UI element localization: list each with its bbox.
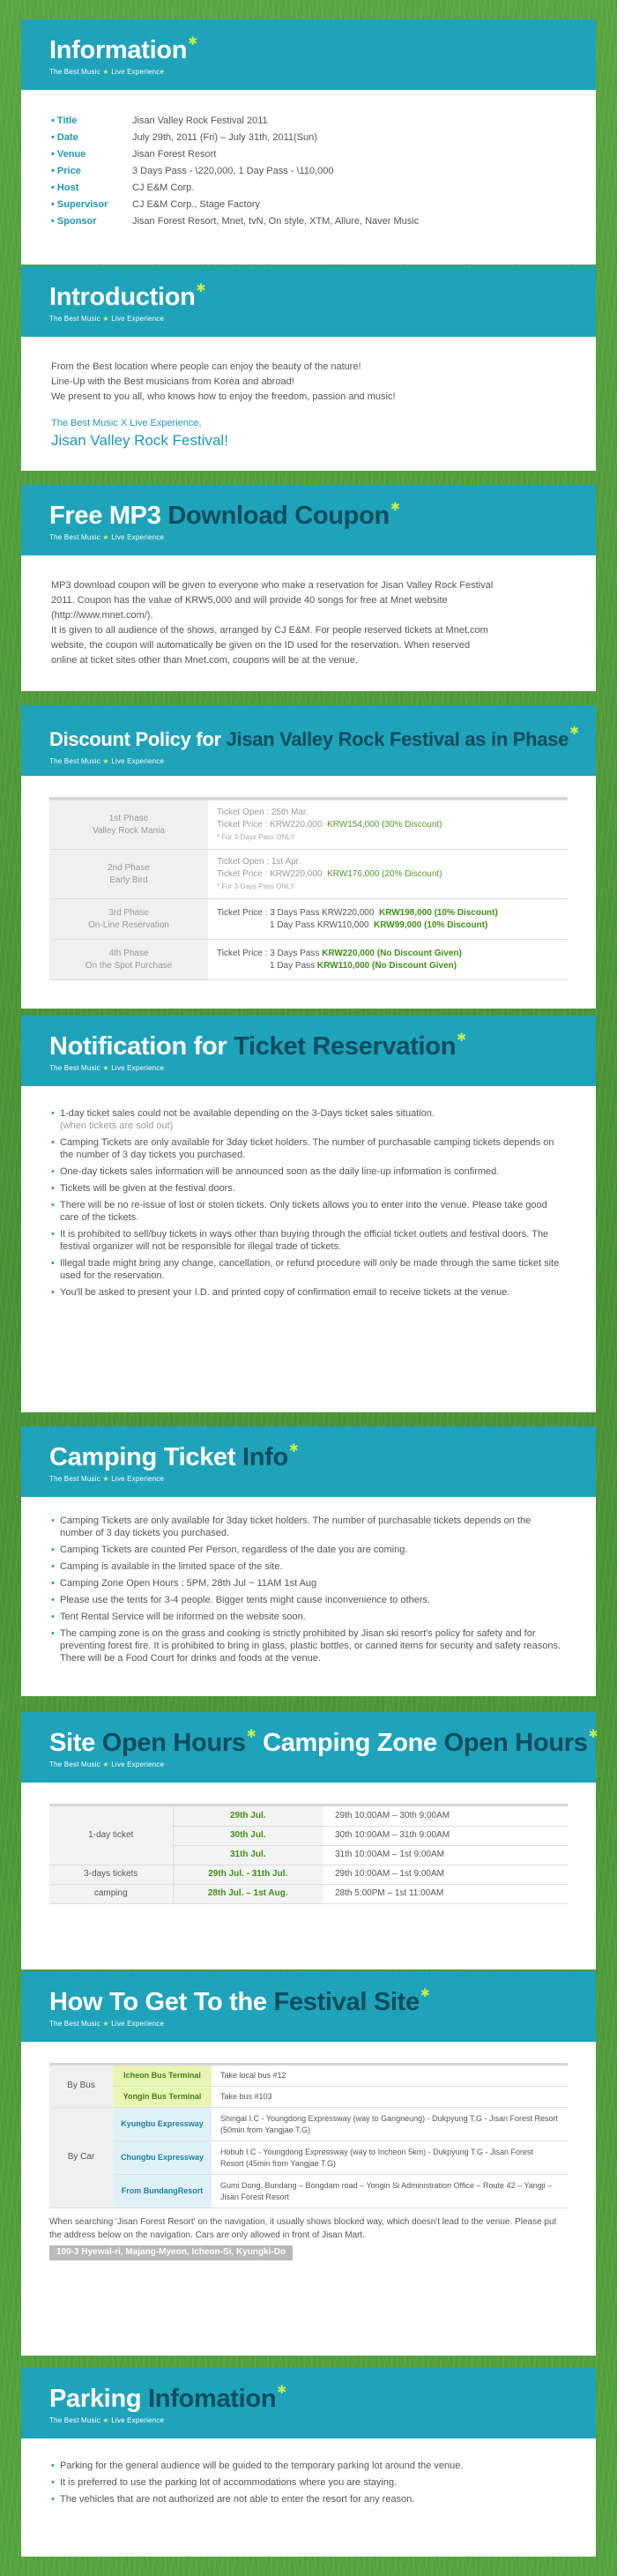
star-icon: ✱ (246, 1727, 256, 1740)
open-hours-section (21, 1712, 596, 1969)
info-row: • Host CJ E&M Corp. (51, 180, 566, 197)
notification-section (21, 1016, 596, 1412)
list-item: • It is preferred to use the parking lot of accommodations where you are staying. (51, 2476, 566, 2489)
ticket-type-cell: 1-day ticket (49, 1806, 173, 1865)
section-header (21, 1426, 596, 1497)
table-row (49, 899, 568, 940)
phase-cell: 1st Phase Valley Rock Mania (49, 800, 208, 850)
section-header (21, 1016, 596, 1086)
intro-line: Line-Up with the Best musicians from Korea and abroad! (51, 376, 294, 387)
navigation-note: When searching 'Jisan Forest Resort' on the navigation, it usually shows blocked way, which doesn't lead to the venue. Please put the address below on the navigation. Cars are only allowed in front of Jisan Mart. (49, 2217, 557, 2240)
phase-cell: 4th Phase On the Spot Purchase (49, 940, 208, 980)
table-row (49, 2087, 568, 2108)
section-title: Discount Policy for Jisan Valley Rock Festival as in Phase✱ (49, 724, 579, 750)
table-row (49, 800, 568, 850)
section-subtitle: The Best Music ★ Live Experience (49, 1064, 165, 1072)
star-icon: ✱ (569, 724, 579, 737)
table-row (49, 850, 568, 899)
date-cell: 29th Jul. (173, 1806, 323, 1826)
intro-line: From the Best location where people can enjoy the beauty of the nature! (51, 361, 361, 372)
info-row: • Title Jisan Valley Rock Festival 2011 (51, 113, 566, 130)
discount-body (21, 776, 596, 998)
mp3-coupon-section (21, 485, 596, 691)
list-item: • Please use the tents for 3-4 people. Bigger tents might cause inconvenience to others. (51, 1594, 566, 1606)
directions-body (21, 2042, 596, 2278)
list-item: • You'll be asked to present your I.D. and printed copy of confirmation email to receive tickets at the venue. (51, 1286, 566, 1299)
star-icon: ✱ (390, 500, 400, 513)
list-item: • Camping Tickets are only available for 3day ticket holders. The number of purchasable tickets depends on the number of 3 day tickets you purchased. (51, 1515, 566, 1539)
notification-list (51, 1107, 566, 1299)
list-item: • Camping Tickets are counted Per Person, regardless of the date you are coming. (51, 1544, 566, 1556)
phase-detail: Ticket Open : 1st Apr. Ticket Price : KRW220,000 KRW176,000 (20% Discount) * For 3-Days Pass ONLY (208, 850, 568, 899)
section-title: Parking Infomation✱ (49, 2383, 286, 2413)
mp3-line: MP3 download coupon will be given to everyone who make a reservation for Jisan Valley Rock Festival (51, 580, 494, 591)
introduction-section (21, 266, 596, 471)
camping-body (21, 1497, 596, 1690)
phase-cell: 3rd Phase On-Line Reservation (49, 899, 208, 940)
route-desc: Hobub I.C - Youngdong Expressway (way to Incheon 5km) - Dukpyung T.G - Jisan Forest Resort (45min from Yangjae T.G) (212, 2141, 568, 2175)
address-badge: 100-3 Hyewal-ri, Majang-Myeon, Icheon-Si, Kyungki-Do (49, 2245, 293, 2260)
tagline-festival: Jisan Valley Rock Festival! (51, 431, 228, 449)
section-subtitle: The Best Music ★ Live Experience (49, 2416, 165, 2424)
table-row (49, 1806, 568, 1826)
mp3-line: (http://www.mnet.com/). (51, 610, 153, 621)
time-cell: 30th 10:00AM – 31th 9:00AM (323, 1826, 568, 1845)
star-icon: ✱ (196, 281, 206, 294)
mode-cell: By Car (49, 2108, 113, 2208)
info-row: • Sponsor Jisan Forest Resort, Mnet, tvN, On style, XTM, Allure, Naver Music (51, 213, 566, 230)
info-row: • Venue Jisan Forest Resort (51, 146, 566, 163)
mp3-line: online at ticket sites other than Mnet.com, coupons will be at the venue. (51, 655, 358, 666)
info-row: • Price 3 Days Pass - \220,000, 1 Day Pass - \110,000 (51, 163, 566, 180)
section-title: Introduction✱ (49, 281, 206, 311)
table-row (49, 2108, 568, 2141)
phase-detail: Ticket Open : 25th Mar. Ticket Price : KRW220,000 KRW154,000 (30% Discount) * For 3-Days Pass ONLY (208, 800, 568, 850)
time-cell: 28th 5:00PM – 1st 11:00AM (323, 1884, 568, 1903)
table-row (49, 1884, 568, 1903)
origin-cell: Chungbu Expressway (113, 2141, 212, 2175)
list-item: • The vehicles that are not authorized are not able to enter the resort for any reason. (51, 2493, 566, 2505)
list-item: • Tent Rental Service will be informed on the website soon. (51, 1611, 566, 1623)
section-subtitle: The Best Music ★ Live Experience (49, 1475, 165, 1483)
mp3-body (21, 555, 596, 689)
section-title: Site Open Hours✱ Camping Zone Open Hours✱ (49, 1727, 598, 1757)
section-header (21, 705, 596, 776)
table-row (49, 2066, 568, 2087)
list-item: • It is prohibited to sell/buy tickets in ways other than buying through the official ticket outlets and festival doors. The festival organizer will not be responsible for illegal trade of tickets. (51, 1228, 566, 1253)
section-subtitle: The Best Music ★ Live Experience (49, 68, 165, 76)
section-header (21, 1971, 596, 2042)
section-subtitle: The Best Music ★ Live Experience (49, 757, 165, 765)
section-header (21, 485, 596, 555)
star-icon: ✱ (420, 1986, 430, 1999)
phase-cell: 2nd Phase Early Bird (49, 850, 208, 899)
section-subtitle: The Best Music ★ Live Experience (49, 315, 165, 323)
list-item: • Parking for the general audience will be guided to the temporary parking lot around the venue. (51, 2460, 566, 2472)
section-header (21, 1712, 596, 1783)
list-item: • Camping is available in the limited space of the site. (51, 1560, 566, 1573)
tagline: The Best Music X Live Experience, (51, 418, 202, 428)
intro-line: We present to you all, who knows how to enjoy the freedom, passion and music! (51, 391, 396, 402)
section-title: Information✱ (49, 34, 197, 64)
mp3-line: website, the coupon will automatically be given on the ID used for the reservation. When reserved (51, 640, 471, 651)
route-table (49, 2066, 568, 2208)
parking-section (21, 2368, 596, 2557)
star-icon: ✱ (588, 1727, 598, 1740)
parking-body (21, 2438, 596, 2531)
section-title: Free MP3 Download Coupon✱ (49, 500, 400, 530)
open-hours-table (49, 1806, 568, 1904)
origin-cell: From BundangResort (113, 2175, 212, 2208)
list-item: • Tickets will be given at the festival doors. (51, 1182, 566, 1195)
information-list (21, 90, 596, 251)
star-icon: ✱ (277, 2383, 286, 2396)
table-row (49, 2175, 568, 2208)
origin-cell: Yongin Bus Terminal (113, 2087, 212, 2108)
section-header (21, 2368, 596, 2438)
mp3-line: It is given to all audience of the shows, arranged by CJ E&M. For people reserved tickets at Mnet.com (51, 625, 488, 636)
date-cell: 30th Jul. (173, 1826, 323, 1845)
section-subtitle: The Best Music ★ Live Experience (49, 2020, 165, 2028)
origin-cell: Kyungbu Expressway (113, 2108, 212, 2141)
ticket-type-cell: camping (49, 1884, 173, 1903)
list-item: • 1-day ticket sales could not be available depending on the 3-Days ticket sales situation. (when tickets are sold out) (51, 1107, 566, 1132)
table-row (49, 2141, 568, 2175)
parking-list (51, 2460, 566, 2505)
info-row: • Date July 29th, 2011 (Fri) – July 31th, 2011(Sun) (51, 130, 566, 146)
list-item: • There will be no re-issue of lost or stolen tickets. Only tickets allows you to enter into the venue. Please take good care of the tickets. (51, 1199, 566, 1224)
time-cell: 31th 10:00AM – 1st 9:00AM (323, 1845, 568, 1865)
date-cell: 31th Jul. (173, 1845, 323, 1865)
phase-detail: Ticket Price : 3 Days Pass KRW220,000 (No Discount Given) 1 Day Pass KRW110,000 (No Discount Given) (208, 940, 568, 980)
mp3-line: 2011. Coupon has the value of KRW5,000 and will provide 40 songs for free at Mnet website (51, 595, 448, 606)
origin-cell: Icheon Bus Terminal (113, 2066, 212, 2087)
list-item: • Illegal trade might bring any change, cancellation, or refund procedure will only be made through the same ticket site used for the reservation. (51, 1257, 566, 1282)
time-cell: 29th 10:00AM – 30th 9:00AM (323, 1806, 568, 1826)
introduction-body (21, 337, 596, 471)
information-section (21, 19, 596, 264)
section-header (21, 266, 596, 337)
section-subtitle: The Best Music ★ Live Experience (49, 533, 165, 541)
table-row (49, 940, 568, 980)
mode-cell: By Bus (49, 2066, 113, 2108)
camping-list (51, 1515, 566, 1664)
open-hours-body (21, 1783, 596, 1922)
section-title: How To Get To the Festival Site✱ (49, 1986, 430, 2016)
star-icon: ✱ (188, 34, 197, 48)
directions-section (21, 1971, 596, 2356)
date-cell: 28th Jul. – 1st Aug. (173, 1884, 323, 1903)
ticket-type-cell: 3-days tickets (49, 1865, 173, 1884)
star-icon: ✱ (288, 1441, 299, 1455)
info-row: • Supervisor CJ E&M Corp., Stage Factory (51, 197, 566, 213)
section-header (21, 19, 596, 90)
discount-section (21, 705, 596, 1009)
list-item: • The camping zone is on the grass and cooking is strictly prohibited by Jisan ski resort's policy for safety and for preventing forest fire. It is prohibited to bring in glass, plastic bottles, or canned items for security and safety reasons. There will be a Food Court for drinks and foods at the venue. (51, 1627, 566, 1664)
section-title: Camping Ticket Info✱ (49, 1441, 299, 1471)
section-title: Notification for Ticket Reservation✱ (49, 1031, 466, 1061)
route-desc: Gumi Dong, Bundang – Bongdam road – Yongin Si Administration Office – Route 42 – Yangji – Jisan Forest Resort (212, 2175, 568, 2208)
notification-body (21, 1086, 596, 1324)
route-desc: Take local bus #12 (212, 2066, 568, 2087)
camping-section (21, 1426, 596, 1696)
route-desc: Take bus #103 (212, 2087, 568, 2108)
discount-table (49, 800, 568, 980)
section-subtitle: The Best Music ★ Live Experience (49, 1761, 165, 1768)
list-item: • Camping Tickets are only available for 3day ticket holders. The number of purchasable camping tickets depends on the number of 3 day tickets you purchased. (51, 1136, 566, 1161)
route-desc: Shingal I.C - Youngdong Expressway (way to Gangneung) - Dukpyung T.G - Jisan Forest Resort (50min from Yangjae T.G) (212, 2108, 568, 2141)
star-icon: ✱ (457, 1031, 466, 1044)
list-item: • One-day tickets sales information will be announced soon as the daily line-up information is confirmed. (51, 1165, 566, 1178)
date-cell: 29th Jul. - 31th Jul. (173, 1865, 323, 1884)
time-cell: 29th 10:00AM – 1st 9:00AM (323, 1865, 568, 1884)
phase-detail: Ticket Price : 3 Days Pass KRW220,000 KRW198,000 (10% Discount) 1 Day Pass KRW110,000 KRW99,000 (10% Discount) (208, 899, 568, 940)
list-item: • Camping Zone Open Hours : 5PM, 28th Jul ~ 11AM 1st Aug (51, 1577, 566, 1590)
table-row (49, 1865, 568, 1884)
